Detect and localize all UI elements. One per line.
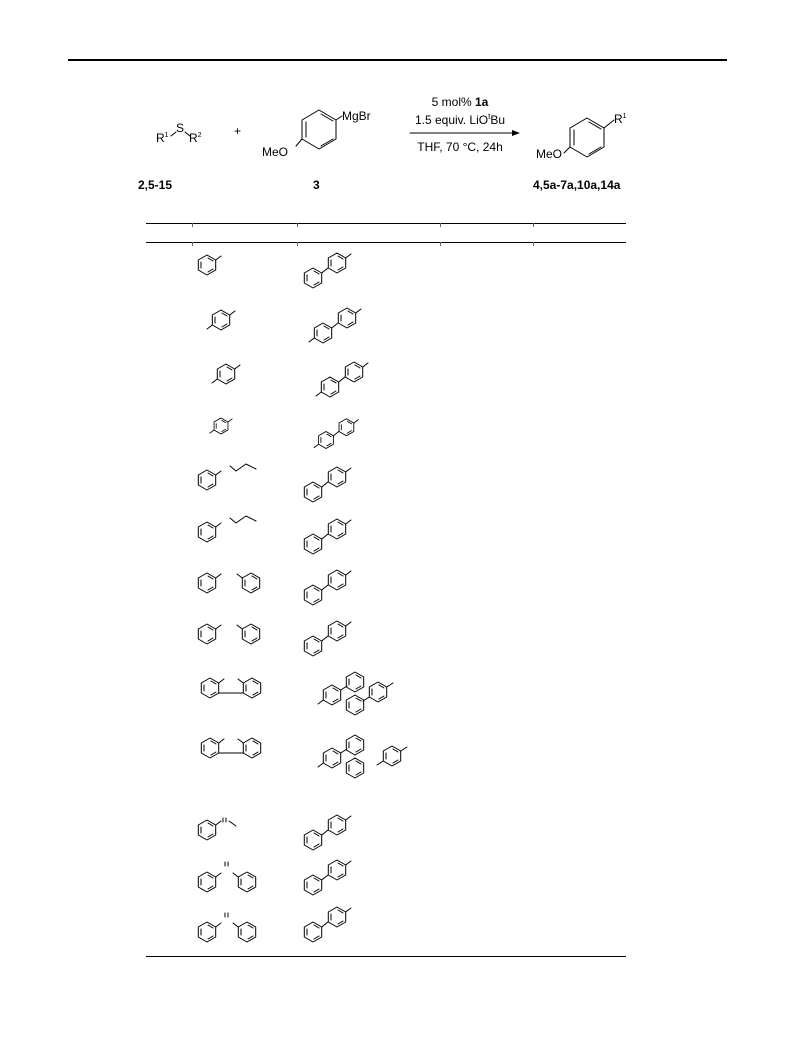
table-row — [207, 308, 361, 343]
table-row — [198, 253, 351, 288]
table-row — [198, 815, 351, 850]
table-row — [201, 735, 407, 778]
table-row — [198, 516, 351, 554]
table-row — [198, 570, 351, 605]
product-methoxy-label: MeO — [536, 147, 563, 161]
plus-sign: + — [234, 124, 242, 138]
table-row — [201, 672, 393, 715]
mgbr-label: MgBr — [342, 109, 371, 123]
r1-label: $R^1$ — [156, 131, 169, 145]
table-row — [198, 860, 351, 895]
sulfur-label: S — [176, 121, 185, 135]
product-r1-label: $R^1$ — [614, 112, 627, 126]
table-row — [210, 418, 358, 449]
product-label: 4,5a-7a,10a,14a — [533, 178, 621, 192]
condition-base: 1.5 equiv. LiO$^t$Bu — [414, 112, 506, 127]
table-row — [198, 464, 351, 502]
table-row — [198, 907, 351, 942]
r2-label: $R^2$ — [189, 131, 202, 145]
methoxy-label: MeO — [262, 145, 289, 159]
condition-solvent: THF, 70 °C, 24h — [417, 140, 503, 154]
grignard-label: 3 — [313, 178, 320, 192]
condition-catalyst: 5 mol% 1a — [431, 95, 489, 109]
table-row — [212, 362, 368, 397]
table-row — [198, 621, 351, 656]
substrate-label: 2,5-15 — [138, 178, 173, 192]
